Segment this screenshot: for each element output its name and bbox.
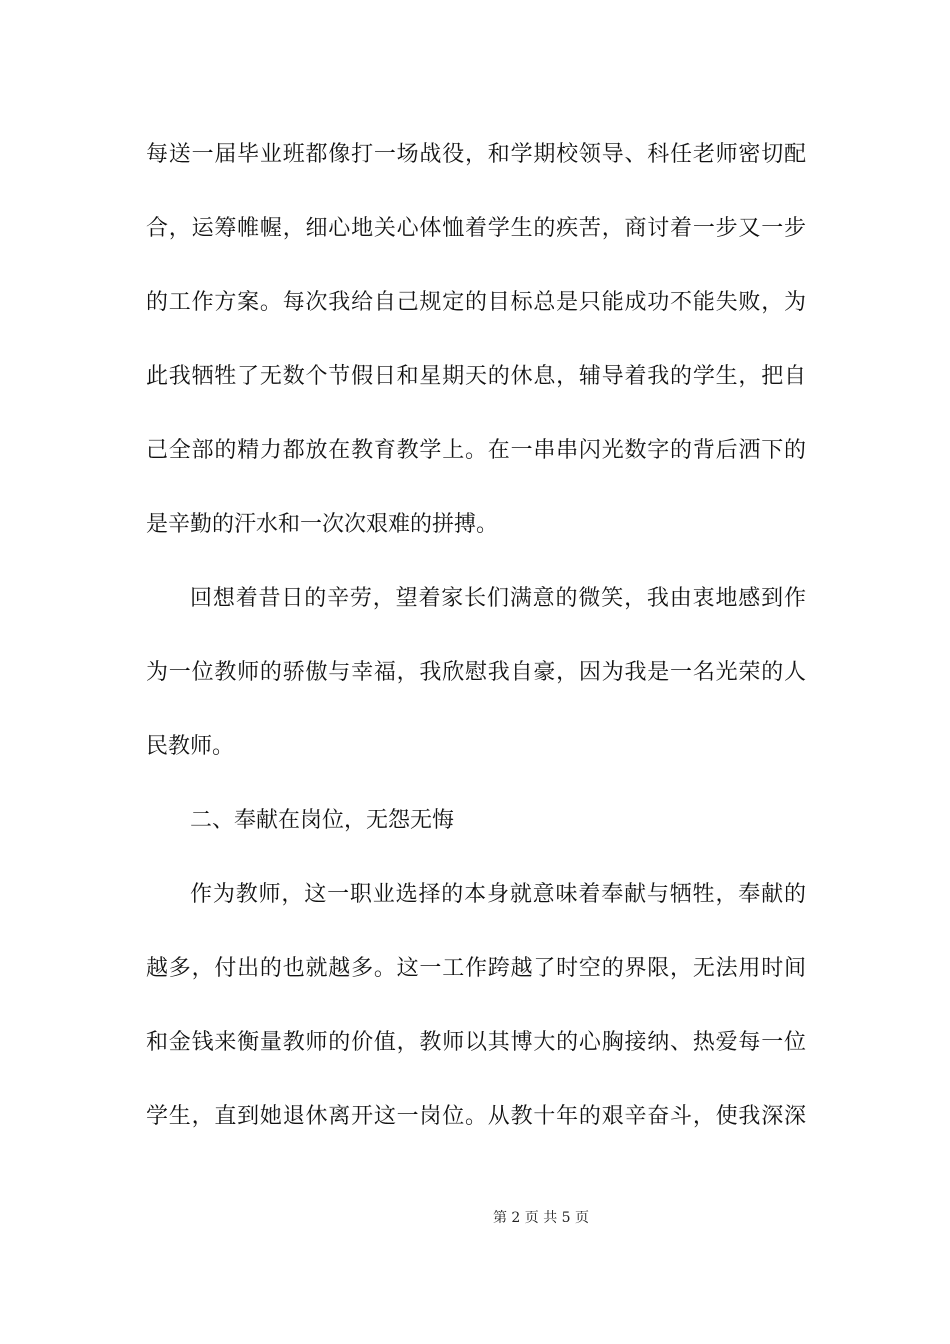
paragraph-line: 是辛勤的汗水和一次次艰难的拼搏。: [146, 512, 499, 537]
paragraph-line: 每送一届毕业班都像打一场战役，和学期校领导、科任老师密切配: [146, 142, 806, 167]
paragraph-line: 和金钱来衡量教师的价值，教师以其博大的心胸接纳、热爱每一位: [146, 1030, 806, 1055]
paragraph-line: 作为教师，这一职业选择的本身就意味着奉献与牺牲，奉献的: [190, 882, 806, 907]
section-heading: 二、奉献在岗位，无怨无悔: [190, 808, 455, 833]
page-number-label: 第 2 页 共 5 页: [492, 1210, 590, 1226]
paragraph-line: 的工作方案。每次我给自己规定的目标总是只能成功不能失败，为: [146, 290, 806, 315]
paragraph-line: 学生，直到她退休离开这一岗位。从教十年的艰辛奋斗，使我深深: [146, 1104, 806, 1129]
paragraph-line: 为一位教师的骄傲与幸福，我欣慰我自豪，因为我是一名光荣的人: [146, 660, 806, 685]
paragraph-line: 己全部的精力都放在教育教学上。在一串串闪光数字的背后洒下的: [146, 438, 806, 463]
paragraph-line: 越多，付出的也就越多。这一工作跨越了时空的界限，无法用时间: [146, 956, 806, 981]
paragraph-line: 回想着昔日的辛劳，望着家长们满意的微笑，我由衷地感到作: [190, 586, 806, 611]
paragraph-line: 民教师。: [146, 734, 235, 759]
paragraph-line: 此我牺牲了无数个节假日和星期天的休息，辅导着我的学生，把自: [146, 364, 806, 389]
paragraph-line: 合，运筹帷幄，细心地关心体恤着学生的疾苦，商讨着一步又一步: [146, 216, 806, 241]
page-footer: [0, 1208, 950, 1228]
